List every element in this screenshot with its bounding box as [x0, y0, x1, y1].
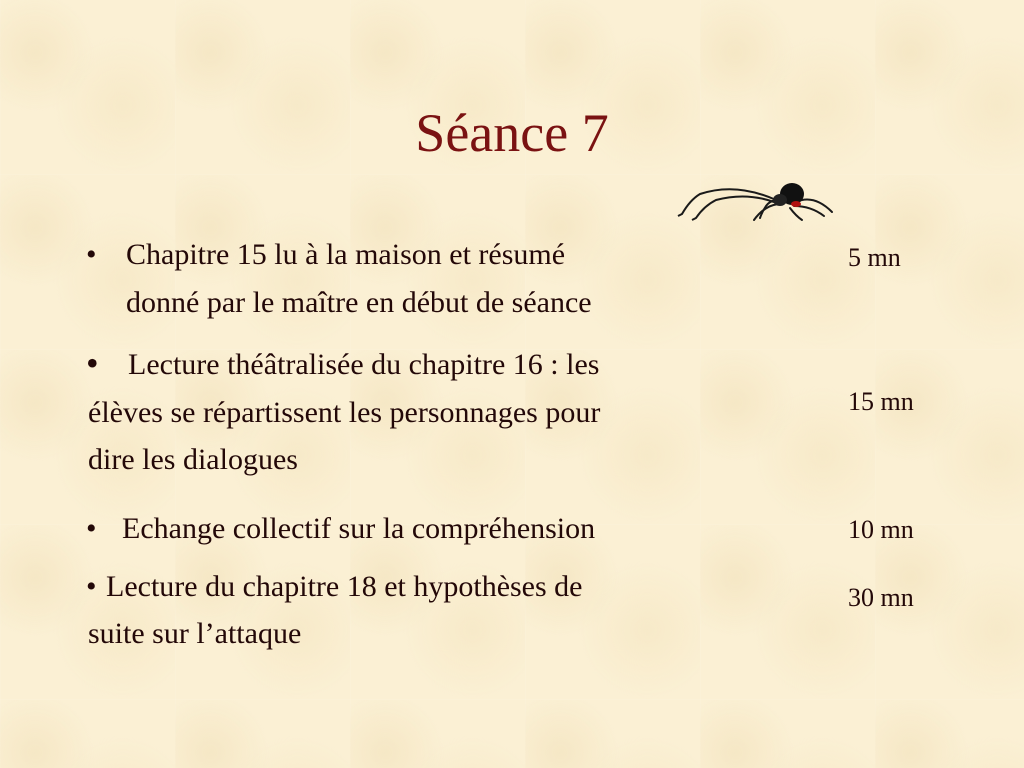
- bullet: •: [86, 343, 99, 383]
- slide-title: Séance 7: [415, 103, 609, 163]
- bullet: •: [86, 570, 97, 603]
- item-duration: 5 mn: [848, 243, 901, 272]
- item-text-line: Chapitre 15 lu à la maison et résumé: [126, 238, 566, 271]
- item-text-line: dire les dialogues: [88, 443, 298, 476]
- item-duration: 30 mn: [848, 583, 914, 612]
- spider-icon: [676, 176, 846, 222]
- item-text-line: suite sur l’attaque: [88, 617, 302, 650]
- item-text-line: élèves se répartissent les personnages pour: [88, 396, 601, 429]
- bullet: •: [86, 512, 97, 545]
- item-duration: 15 mn: [848, 387, 914, 416]
- item-duration: 10 mn: [848, 515, 914, 544]
- item-text-line: Lecture du chapitre 18 et hypothèses de: [106, 570, 583, 603]
- bullet: •: [86, 238, 97, 271]
- item-text-line: Lecture théâtralisée du chapitre 16 : les: [128, 348, 600, 381]
- item-text-line: Echange collectif sur la compréhension: [122, 512, 596, 545]
- item-text-line: donné par le maître en début de séance: [126, 286, 592, 319]
